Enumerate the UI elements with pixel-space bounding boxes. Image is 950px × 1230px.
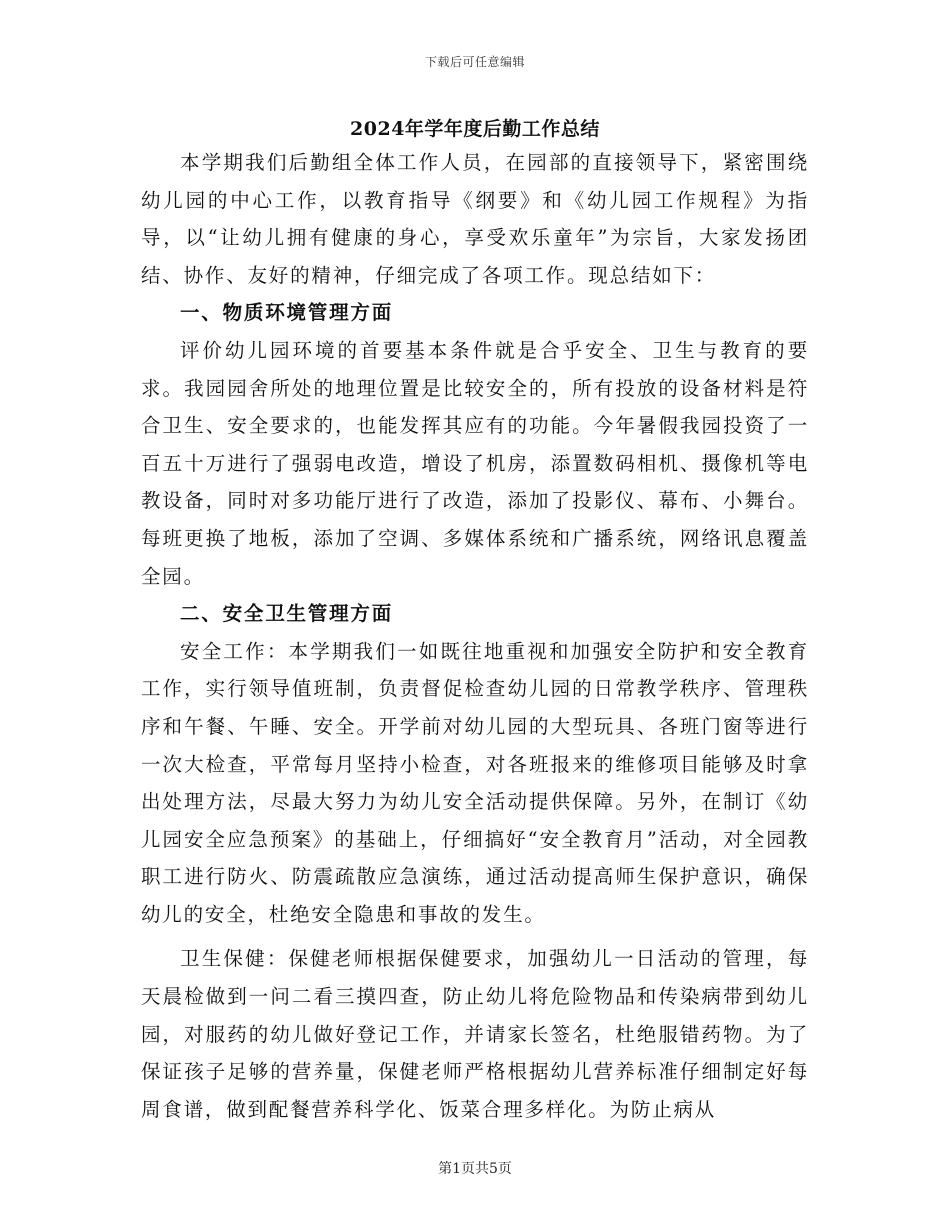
document-title: 2024年学年度后勤工作总结 [350, 118, 600, 140]
section-heading-1: 一、物质环境管理方面 [180, 301, 394, 325]
section-heading-2: 二、安全卫生管理方面 [180, 602, 394, 626]
page-footer: 第1页共5页 [438, 1161, 512, 1177]
safety-paragraph: 安全工作：本学期我们一如既往地重视和加强安全防护和安全教育工作，实行领导值班制，负责督促检查幼儿园的日常教学秩序、管理秩序和午餐、午睡、安全。开学前对幼儿园的大型玩具、各班门窗等进行一次大检查，平常每月坚持小检查，对各班报来的维修项目能够及时拿出处理方法，尽最大努力为幼儿安全活动提供保障。另外，在制订《幼儿园安全应急预案》的基础上，仔细搞好“安全教育月”活动，对全园教职工进行防火、防震疏散应急演练，通过活动提高师生保护意识，确保幼儿的安全，杜绝安全隐患和事故的发生。 [141, 639, 809, 926]
document-body [141, 144, 809, 1128]
intro-paragraph: 本学期我们后勤组全体工作人员，在园部的直接领导下，紧密围绕幼儿园的中心工作，以教育指导《纲要》和《幼儿园工作规程》为指导，以“让幼儿拥有健康的身心，享受欢乐童年”为宗旨，大家发扬团结、协作、友好的精神，仔细完成了各项工作。现总结如下： [141, 151, 809, 287]
health-paragraph: 卫生保健：保健老师根据保健要求，加强幼儿一日活动的管理，每天晨检做到一问二看三摸四查，防止幼儿将危险物品和传染病带到幼儿园，对服药的幼儿做好登记工作，并请家长签名，杜绝服错药物。为了保证孩子足够的营养量，保健老师严格根据幼儿营养标准仔细制定好每周食谱，做到配餐营养科学化、饭菜合理多样化。为防止病从 [141, 947, 809, 1121]
header-note: 下载后可任意编辑 [424, 55, 525, 69]
environment-paragraph: 评价幼儿园环境的首要基本条件就是合乎安全、卫生与教育的要求。我园园舍所处的地理位置是比较安全的，所有投放的设备材料是符合卫生、安全要求的，也能发挥其应有的功能。今年暑假我园投资了一百五十万进行了强弱电改造，增设了机房，添置数码相机、摄像机等电教设备，同时对多功能厅进行了改造，添加了投影仪、幕布、小舞台。每班更换了地板，添加了空调、多媒体系统和广播系统，网络讯息覆盖全园。 [141, 338, 809, 588]
